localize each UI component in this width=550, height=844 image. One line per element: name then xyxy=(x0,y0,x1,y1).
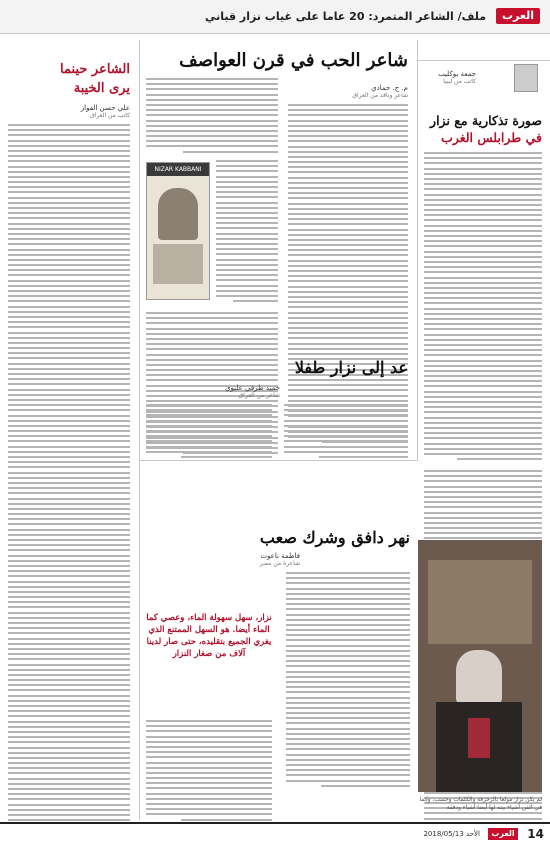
book-title: NIZAR KABBANI xyxy=(147,163,209,176)
headline-line: في طرابلس الغرب xyxy=(441,130,542,145)
right-author-block xyxy=(424,70,476,85)
author-name: فاطمة ناعوت xyxy=(260,552,300,560)
bottom-headline: نهر دافق وشرك صعب xyxy=(259,528,410,547)
book-cover-area xyxy=(146,160,278,306)
portrait-figure xyxy=(158,188,198,240)
newspaper-logo: العرب xyxy=(496,8,540,24)
photo-caption: لم يكن نزار مولعا بالزخرفة والكلمات وحسب، وإنما في الفن أشياء بينه لها أيضا أشياء ودفقة xyxy=(419,797,542,811)
bottom-body-text-2 xyxy=(146,720,272,824)
author-name: جمعة بوكليب xyxy=(438,70,476,78)
headline-line: يرى الخيبة xyxy=(73,81,130,96)
author-role: كاتب من ليبيا xyxy=(443,78,476,85)
bottom-author-block xyxy=(220,552,300,567)
main-author-block xyxy=(288,84,408,99)
headline-line: صورة تذكارية مع نزار xyxy=(430,113,542,128)
author-photo xyxy=(514,64,538,92)
page-footer xyxy=(0,822,550,844)
main-body-text-2 xyxy=(146,78,278,156)
left-author-block xyxy=(10,104,130,119)
page-header xyxy=(0,0,550,34)
mid-body-text xyxy=(284,404,408,461)
author-role: شاعر وناقد من العراق xyxy=(352,92,408,99)
footer-logo: العرب xyxy=(488,828,518,840)
mid-author-block xyxy=(200,384,280,399)
pull-quote: نزار، سهل سهولة الماء، وعصي كما الماء أيضا. هو السهل الممتنع الذي يغري الجميع بتقليده، حتى صار لدينا آلاف من صغار النزار xyxy=(146,613,272,659)
left-headline xyxy=(60,60,130,98)
right-body-text xyxy=(424,152,542,463)
section-title: ملف/ الشاعر المتمرد: 20 عاما على غياب نزار قباني xyxy=(204,10,486,23)
author-name: علي حسن الفواز xyxy=(80,104,130,112)
headline-line: الشاعر حينما xyxy=(60,62,130,77)
portrait-body xyxy=(153,244,203,284)
author-role: شاعر من العراق xyxy=(238,392,280,399)
book-cover-image xyxy=(146,162,210,300)
main-body-text xyxy=(288,104,408,446)
left-body-text xyxy=(8,124,130,844)
mid-headline: عد إلى نزار طفلا xyxy=(294,358,408,377)
column-divider xyxy=(417,40,418,460)
bottom-body-text xyxy=(286,572,410,790)
poet-photo xyxy=(418,540,542,792)
author-role: كاتب من العراق xyxy=(90,112,130,119)
section-divider xyxy=(418,60,550,61)
right-headline xyxy=(430,112,542,146)
photo-bookshelf xyxy=(428,560,532,644)
mid-body-text-2 xyxy=(146,404,272,461)
author-name: م. ح. حمادي xyxy=(371,84,408,92)
page-number: 14 xyxy=(527,827,544,841)
author-role: شاعرة من مصر xyxy=(259,560,300,567)
main-headline: شاعر الحب في قرن العواصف xyxy=(179,50,408,71)
author-name: حميد طرفي عليوي xyxy=(225,384,280,392)
main-body-text-3 xyxy=(216,160,278,306)
column-divider xyxy=(139,40,140,820)
photo-person-head xyxy=(456,650,502,706)
issue-date: الأحد 2018/05/13 xyxy=(423,830,480,838)
photo-tie xyxy=(468,718,490,758)
